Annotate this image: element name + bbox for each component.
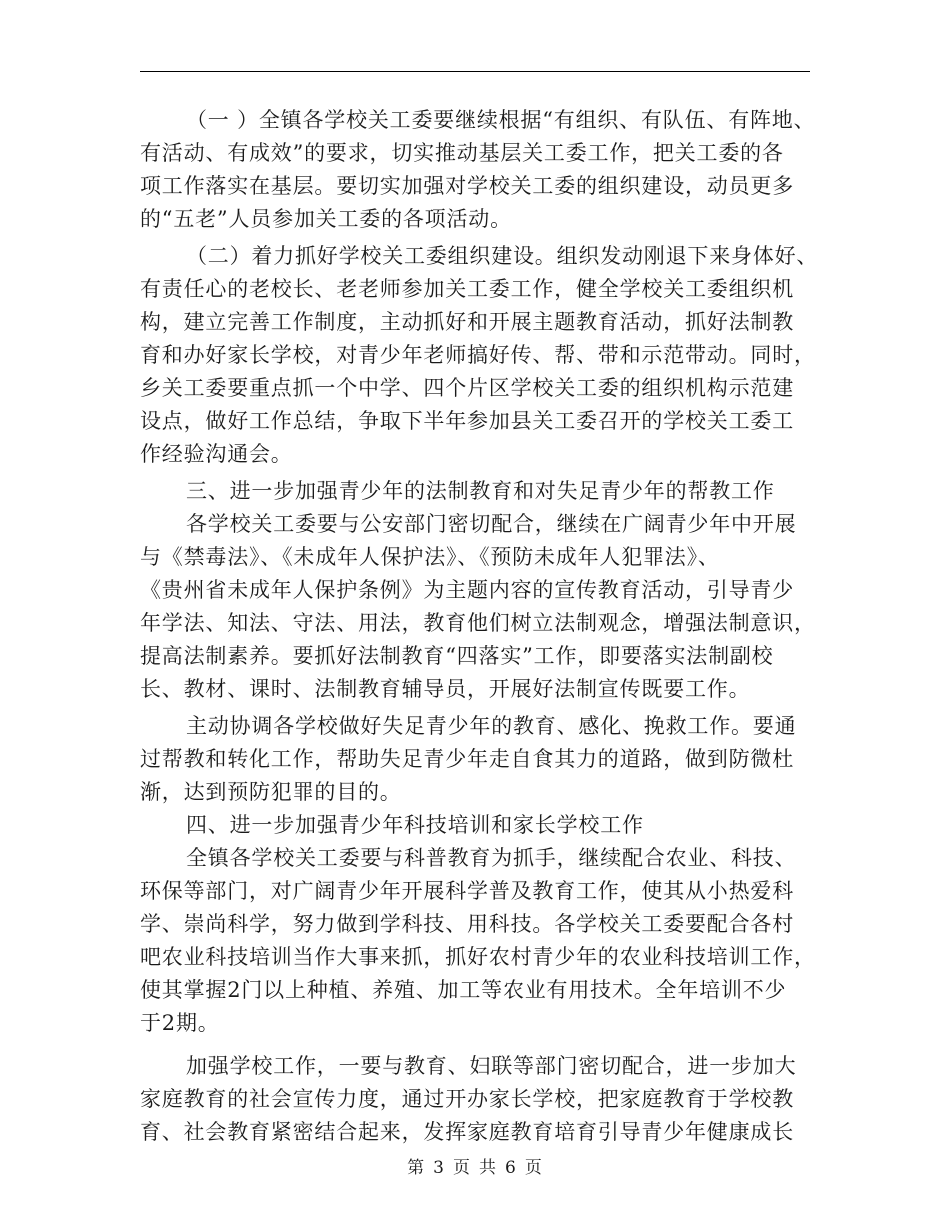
text-line: 吧农业科技培训当作大事来抓，抓好农村青少年的农业科技培训工作， — [140, 945, 816, 969]
paragraph-4 — [140, 508, 816, 706]
text-line: 长、教材、课时、法制教育辅导员，开展好法制宣传既要工作。 — [140, 677, 751, 701]
text-line: 育、社会教育紧密结合起来，发挥家庭教育培育引导青少年健康成长 — [140, 1120, 794, 1144]
paragraph-1 — [140, 104, 816, 236]
text-line: 项工作落实在基层。要切实加强对学校关工委的组织建设，动员更多 — [140, 174, 794, 198]
text-line: 使其掌握2门以上种植、养殖、加工等农业有用技术。全年培训不少 — [140, 978, 787, 1002]
footer-total-pages: 6 — [505, 1158, 517, 1178]
text-line: 的“五老”人员参加关工委的各项活动。 — [140, 207, 512, 231]
paragraph-2 — [140, 240, 819, 471]
text-line: （二）着力抓好学校关工委组织建设。组织发动刚退下来身体好、 — [186, 244, 819, 268]
text-line: 设点，做好工作总结，争取下半年参加县关工委召开的学校关工委工 — [140, 409, 794, 433]
text-line: 学、崇尚科学，努力做到学科技、用科技。各学校关工委要配合各村 — [140, 912, 794, 936]
text-line: 提高法制素养。要抓好法制教育“四落实”工作，即要落实法制副校 — [140, 644, 774, 668]
paragraph-7 — [140, 842, 816, 1040]
text-line: 有活动、有成效”的要求，切实推动基层关工委工作，把关工委的各 — [140, 141, 784, 165]
paragraph-8 — [140, 1050, 810, 1149]
page-footer — [0, 1153, 950, 1178]
heading-text: 三、进一步加强青少年的法制教育和对失足青少年的帮教工作 — [186, 479, 775, 503]
footer-page-number: 3 — [433, 1158, 445, 1178]
section-heading-3 — [140, 475, 810, 508]
section-heading-4 — [140, 809, 810, 842]
text-line: 年学法、知法、守法、用法，教育他们树立法制观念，增强法制意识， — [140, 611, 816, 635]
text-line: 乡关工委要重点抓一个中学、四个片区学校关工委的组织机构示范建 — [140, 376, 794, 400]
text-line: 作经验沟通会。 — [140, 442, 293, 466]
footer-di: 第 — [407, 1158, 426, 1178]
text-line: 于2期。 — [140, 1011, 220, 1035]
header-rule — [140, 71, 810, 72]
text-line: 与《禁毒法》、《未成年人保护法》、《预防未成年人犯罪法》、 — [140, 545, 720, 569]
text-line: 《贵州省未成年人保护条例》为主题内容的宣传教育活动，引导青少 — [140, 578, 794, 602]
text-line: 全镇各学校关工委要与科普教育为抓手，继续配合农业、科技、 — [186, 846, 797, 870]
paragraph-5 — [140, 710, 810, 809]
text-line: 主动协调各学校做好失足青少年的教育、感化、挽救工作。要通 — [186, 714, 797, 738]
text-line: 环保等部门，对广阔青少年开展科学普及教育工作，使其从小热爱科 — [140, 879, 794, 903]
footer-ye: 页 — [524, 1158, 543, 1178]
text-line: 各学校关工委要与公安部门密切配合，继续在广阔青少年中开展 — [186, 512, 797, 536]
text-line: 有责任心的老校长、老老师参加关工委工作，健全学校关工委组织机 — [140, 277, 794, 301]
text-line: 加强学校工作，一要与教育、妇联等部门密切配合，进一步加大 — [186, 1054, 797, 1078]
text-line: 过帮教和转化工作，帮助失足青少年走自食其力的道路，做到防微杜 — [140, 747, 794, 771]
document-body — [140, 104, 819, 1149]
text-line: 家庭教育的社会宣传力度，通过开办家长学校，把家庭教育于学校教 — [140, 1087, 794, 1111]
text-line: 构，建立完善工作制度，主动抓好和开展主题教育活动，抓好法制教 — [140, 310, 794, 334]
footer-gong: 共 — [479, 1158, 497, 1178]
footer-ye: 页 — [453, 1158, 471, 1178]
text-line: 育和办好家长学校，对青少年老师搞好传、帮、带和示范带动。同时， — [140, 343, 816, 367]
text-line: 渐，达到预防犯罪的目的。 — [140, 780, 402, 804]
text-line: （一 ）全镇各学校关工委要继续根据“有组织、有队伍、有阵地、 — [186, 108, 816, 132]
heading-text: 四、进一步加强青少年科技培训和家长学校工作 — [186, 813, 644, 837]
